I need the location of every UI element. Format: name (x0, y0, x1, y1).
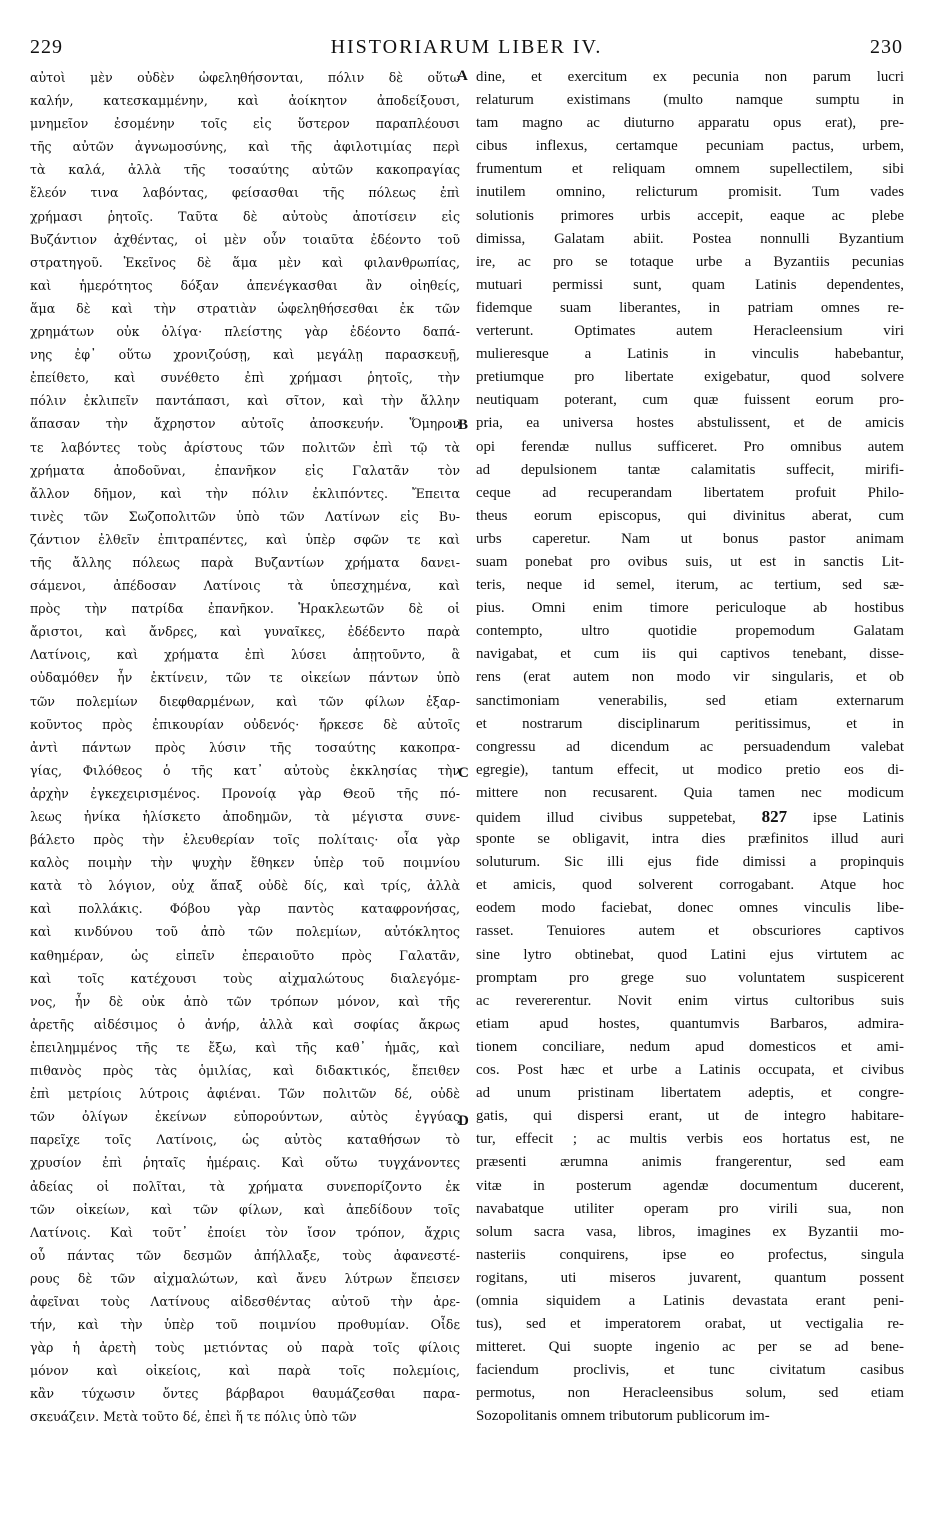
latin-text-line: opi ferendæ nullus sufficeret. Pro omnibus autem (476, 438, 904, 455)
latin-text-line: rogitans, uti miseros juvarent, quantum possent (476, 1269, 904, 1286)
greek-text-line: καὶ ἡμερότητος δόξαν ἀπενέγκασθαι ἂν οἰηθείς, (30, 277, 460, 293)
inline-page-reference: 827 (761, 807, 788, 826)
greek-text-line: στρατηγοῦ. Ἐκεῖνος δὲ ἅμα μὲν καὶ φιλανθρωπίας, (30, 254, 460, 270)
latin-text-line: dine, et exercitum ex pecunia non parum lucri (476, 69, 904, 85)
greek-text-line: κοῦντος πρὸς ἐπικουρίαν οὐδενός· ἤρκεσε δὲ αὐτοῖς (30, 716, 460, 732)
greek-text-line: καὶ πολλάκις. Φόβου γὰρ παντὸς καταφρονήσας, (30, 901, 460, 917)
section-marker-d: D (458, 1113, 469, 1129)
latin-text-line: pius. Omni enim timore periculoque ab hostibus (476, 600, 904, 617)
greek-text-line: μόνον καὶ οἰκείοις, καὶ παρὰ τοῖς πολεμίοις, (30, 1363, 460, 1379)
page-number-right: 230 (870, 36, 903, 58)
greek-text-line: χρημάτων οὐκ ὀλίγα· πλείστης γὰρ ἐδέοντο δαπά- (30, 324, 460, 340)
latin-text-line: nasteriis conquirens, ipse eo profectus, singula (476, 1246, 904, 1263)
latin-text-line: neutiquam poterant, cum quæ fuissent eorum pro- (476, 392, 904, 409)
greek-text-line: ἀρχὴν ἐγκεχειρισμένος. Προνοίᾳ γὰρ Θεοῦ τῆς πό- (30, 785, 460, 801)
latin-text-line: mulieresque a Latinis in vinculis habebantur, (476, 346, 904, 363)
greek-text-line: καὶ τοῖς κατέχουσι τοὺς αἰχμαλώτους διαλεγόμε- (30, 970, 460, 986)
latin-text-line: verterunt. Optimates autem Heracleensium viri (476, 323, 904, 340)
greek-text-line: ἀφεῖναι τοὺς Λατίνους αἰδεσθέντας αὐτοῦ τὴν ἀρε- (30, 1293, 460, 1309)
latin-text-line: solum sacra vasa, libros, imagines ex Byzantii mo- (476, 1223, 904, 1240)
latin-text-line: eodem modo faciebat, donec omnes vinculis libe- (476, 900, 904, 917)
greek-text-line: καθημέραν, ὡς εἰπεῖν ἐπεραιοῦτο πρὸς Γαλατᾶν, (30, 947, 460, 963)
latin-text-line: tur, effecit ; ac multis verbis eos hortatus est, ne (476, 1131, 904, 1148)
greek-text-line: ἄριστοι, καὶ ἄνδρες, καὶ γυναῖκες, ἐδέδεντο παρὰ (30, 624, 460, 640)
latin-text-line: congressu ad dicendum ac persuadendum valebat (476, 738, 904, 755)
latin-text-line: mittere non recusarent. Quia tamen nec modicum (476, 784, 904, 801)
latin-text-line: sponte se obligavit, intra dies præfinitos illud auri (476, 831, 904, 848)
latin-text-line: permotus, non Heracleensibus solum, sed etiam (476, 1385, 904, 1402)
latin-text-line: ad depulsionem tantæ calamitatis suffecit, mirifi- (476, 461, 904, 478)
greek-text-line: γὰρ ἡ ἀρετὴ τοὺς μετιόντας οὐ παρὰ τοῖς φίλοις (30, 1340, 460, 1356)
greek-text-line: βάλετο πρὸς τὴν ἐλευθερίαν τοῖς πολίταις· οἷα γὰρ (30, 832, 460, 848)
greek-text-line: τινὲς τῶν Σωζοπολιτῶν ὑπὸ τῶν Λατίνων εἰς Βυ- (30, 508, 460, 524)
greek-text-line: σκευάζειν. Μετὰ τοῦτο δέ, ἐπεὶ ἥ τε πόλις ὑπὸ τῶν (30, 1409, 357, 1425)
latin-text-line: fidemque suam liberantes, in patriam omnes re- (476, 299, 904, 316)
greek-text-line: σάμενοι, ἀπέδοσαν Λατίνοις τὰ ὑπεσχημένα, καὶ (30, 578, 460, 594)
latin-text-line: et amicis, quod solverent corrogabant. Atque hoc (476, 877, 904, 894)
greek-text-line: ἅπασαν τὴν ἄχρηστον αὐτοῖς ἀποσκευήν. Ὅμηρον (30, 416, 460, 432)
greek-text-line: χρήματα ἀποδοῦναι, ἐπανῆκον εἰς Γαλατᾶν τὸν (30, 462, 460, 478)
greek-text-line: τῶν ὀλίγων ἐκείνων εὐπορούντων, αὐτὸς ἐγγύας (30, 1109, 460, 1125)
latin-text-line: mutuari permissi sunt, quam Latinis dependentes, (476, 276, 904, 293)
latin-text-line: sanctimoniam venerabilis, sed etiam externarum (476, 692, 904, 709)
greek-text-line: ρους δὲ τῶν αἰχμαλώτων, καὶ ἄνευ λύτρων ἔπεισεν (30, 1270, 460, 1286)
greek-text-line: ἀντὶ πάντων πρὸς λύσιν τῆς τοσαύτης κακοπρα- (30, 739, 460, 755)
greek-text-line: πόλιν ἐκλιπεῖν παντάπασι, καὶ σῖτον, καὶ τὴν ἄλλην (30, 393, 460, 409)
latin-text-line: ac revererentur. Novit enim virtus cultoribus suis (476, 992, 904, 1009)
greek-text-line: Λατίνοις. Καὶ τοῦτ᾽ ἐποίει τὸν ἴσον τρόπον, ἄχρις (30, 1224, 460, 1240)
latin-text-line: Sozopolitanis omnem tributorum publicorum im- (476, 1408, 770, 1425)
latin-text-line: suam ponebat pro ovibus suis, ut est in sanctis Lit- (476, 553, 904, 570)
latin-text-line: vitæ in posterum agendæ documentum ducerent, (476, 1177, 904, 1194)
greek-text-line: Λατίνοις, καὶ χρήματα ἐπὶ λύσει ἀπῃτοῦντο, ἃ (30, 647, 460, 663)
greek-text-line: νης ἐφ᾽ οὕτω χρονιζούσῃ, καὶ μεγάλῃ παρασκευῇ, (30, 347, 460, 363)
greek-text-line: μνημεῖον ἐσομένην τοῖς εἰς ὕστερον παραπλέουσι (30, 116, 460, 132)
latin-text-line: urbs caperetur. Nam ut bonus pastor animam (476, 530, 904, 547)
greek-text-line: τῆς αὐτῶν ἀγνωμοσύνης, καὶ τῆς ἀφιλοτιμίας περὶ (30, 139, 460, 155)
section-marker-b: B (458, 417, 469, 433)
latin-text-line: cos. Post hæc et urbe a Latinis occupata, et civibus (476, 1062, 904, 1079)
latin-text-line: ire, ac pro se totaque urbe a Byzantiis pecunias (476, 253, 904, 270)
greek-text-line: κατὰ τὸ λόγιον, οὐχ ἅπαξ οὐδὲ δίς, καὶ τρίς, ἀλλὰ (30, 878, 460, 894)
greek-text-line: παρεῖχε τοῖς Λατίνοις, ὡς αὐτὸς καταθήσων τὸ (30, 1132, 460, 1148)
greek-text-line: οὐδαμόθεν ἦν ἐκτίνειν, τῶν τε οἰκείων πάντων ὑπὸ (30, 670, 460, 686)
latin-text-line: quidem illud civibus suppetebat, 827 ipse Latinis (476, 807, 904, 826)
latin-text-line: teris, neque id semel, iterum, ac tertium, sed sæ- (476, 577, 904, 594)
latin-text-line: theus eorum episcopus, qui divinitus aberat, cum (476, 507, 904, 524)
latin-text-line: pretiumque pro libertate exigebatur, quod solvere (476, 369, 904, 386)
greek-text-line: καλὸς ποιμὴν τὴν ψυχὴν ἔθηκεν ὑπὲρ τοῦ ποιμνίου (30, 855, 460, 871)
greek-text-line: πιθανὸς πρὸς τὰς ὁμιλίας, καὶ διδακτικός, ἔπειθεν (30, 1063, 460, 1079)
latin-text-line: cibus inflexus, certamque pecuniam pactus, urbem, (476, 138, 904, 155)
greek-text-line: οὗ πάντας τῶν δεσμῶν ἀπήλλαξε, τοὺς ἀφανεστέ- (30, 1247, 460, 1263)
greek-text-line: καὶ κινδύνου τοῦ ἀπὸ τῶν πολεμίων, αὐτόκλητος (30, 924, 460, 940)
running-title: HISTORIARUM LIBER IV. (330, 36, 603, 58)
latin-text-line: pria, ea universa hostes abstulissent, et de amicis (476, 415, 904, 432)
greek-text-line: καλήν, κατεσκαμμένην, καὶ ἀοίκητον ἀποδείξουσι, (30, 93, 460, 109)
greek-text-line: νος, ἦν δὲ οὐκ ἀπὸ τῶν τρόπων μόνον, καὶ τῆς (30, 993, 460, 1009)
greek-text-line: λεως ἡνίκα ἡλίσκετο ἀποδημῶν, τὰ μέγιστα συνε- (30, 809, 460, 824)
latin-text-line: etiam apud hostes, quantumvis Barbaros, admira- (476, 1015, 904, 1032)
latin-text-line: tam magno ac diuturno apparatu opus erat), pre- (476, 115, 904, 132)
greek-text-line: ἅμα δὲ καὶ τὴν στρατιὰν ὠφεληθήσεσθαι ἐκ τῶν (30, 300, 460, 316)
latin-text-line: solutionis primores urbis accepit, eaque ac plebe (476, 207, 904, 224)
greek-text-line: χρυσίον ἐπὶ ῥηταῖς ἡμέραις. Καὶ οὕτω τυγχάνοντες (30, 1155, 460, 1171)
latin-text-line: promptam pro grege suo voluntatem suspicerent (476, 969, 904, 986)
latin-text-column (476, 66, 904, 1429)
greek-text-line: ἐπὶ μετρίοις λύτροις ἀφιέναι. Τῶν πολιτῶν δέ, οὐδὲ (30, 1086, 460, 1102)
greek-text-line: κἂν τύχωσιν ὄντες βάρβαροι θαυμάζεσθαι παρα- (30, 1386, 460, 1402)
latin-text-line: inutilem omnino, relicturum promisit. Tum vades (476, 184, 904, 201)
latin-text-line: (omnia siquidem a Latinis devastata erant peni- (476, 1292, 904, 1309)
greek-text-line: αὐτοὶ μὲν οὐδὲν ὠφεληθήσονται, πόλιν δὲ οὕτω (30, 70, 460, 85)
greek-text-line: ζάντιον ἐλθεῖν ἐπιτραπέντες, καὶ ὑπὲρ σφῶν τε καὶ (30, 531, 460, 547)
greek-text-line: Βυζάντιον ἀχθέντας, οἱ μὲν οὖν τοιαῦτα ἐδέοντο τοῦ (30, 231, 460, 247)
latin-text-line: rens (erat autem non modo vir singularis, et ob (476, 669, 904, 686)
latin-text-line: tus), sed et imperatorem orabat, ut vectigalia re- (476, 1316, 904, 1333)
latin-text-line: relaturum existimans (multo namque sumptu in (476, 92, 904, 109)
latin-text-line: ad unum pristinam libertatem adeptis, et congre- (476, 1085, 904, 1102)
greek-text-line: τῆς ἄλλης πόλεως παρὰ Βυζαντίων χρήματα δανει- (30, 554, 460, 570)
greek-text-line: πρὸς τὴν πατρίδα ἐπανῆκον. Ἡρακλεωτῶν δὲ οἱ (30, 601, 460, 617)
greek-text-line: γίας, Φιλόθεος ὁ τῆς κατ᾽ αὐτοὺς ἐκκλησίας τὴν (30, 762, 460, 778)
greek-text-column (30, 66, 460, 1429)
latin-text-line: frumentum et reliquam omnem supellectilem, sibi (476, 161, 904, 178)
greek-text-line: ἔλεόν τινα λαβόντας, φείσασθαι τῆς πόλεως ἐπὶ (30, 185, 460, 201)
section-marker-a: A (457, 68, 468, 84)
greek-text-line: ἐπειλημμένος τῆς τε ἔξω, καὶ τῆς καθ᾽ ἡμᾶς, καὶ (30, 1039, 460, 1055)
greek-text-line: ἄλλον δῆμον, καὶ τὴν πόλιν ἐκλιπόντες. Ἔπειτα (30, 485, 460, 501)
greek-text-line: ἀρετῆς αἰδέσιμος ὁ ἀνήρ, ἀλλὰ καὶ σοφίας ἄκρως (30, 1016, 460, 1032)
greek-text-line: τε λαβόντες τοὺς ἀρίστους τῶν πολιτῶν ἐπὶ τῷ τὰ (30, 439, 460, 455)
latin-text-line: præsenti ærumna animis frangerentur, sed eam (476, 1154, 904, 1171)
latin-text-line: navabatque utiliter operam pro virili sua, non (476, 1200, 904, 1217)
latin-text-line: contempto, ultro quotidie propemodum Galatam (476, 623, 904, 640)
greek-text-line: τῶν οἰκείων, καὶ τῶν φίλων, καὶ ἀπεδίδουν τοῖς (30, 1201, 460, 1217)
section-marker-c: C (458, 765, 469, 781)
greek-text-line: χρήμασι ῥητοῖς. Ταῦτα δὲ αὐτοὺς ἀποτίσειν εἰς (30, 208, 460, 224)
greek-text-line: τὰ καλά, ἀλλὰ τῆς τοσαύτης αὐτῶν κακοπραγίας (30, 162, 460, 178)
latin-text-line: mitteret. Qui suopte ingenio ac per se ad bene- (476, 1339, 904, 1356)
latin-text-line: egregie), tantum effecit, ut modico pretio eos di- (476, 761, 904, 778)
greek-text-line: τήν, καὶ τὴν ὑπὲρ τοῦ ποιμνίου προθυμίαν. Οἶδε (30, 1317, 460, 1333)
latin-text-line: et nostrarum disciplinarum peritissimus, et in (476, 715, 904, 732)
greek-text-line: τῶν πολεμίων διεφθαρμένων, καὶ τῶν φίλων ἐξαρ- (30, 693, 460, 709)
latin-text-line: soluturum. Sic illi ejus fide dimissi a propinquis (476, 854, 904, 871)
latin-text-line: tionem conciliare, nedum apud domesticos et ami- (476, 1038, 904, 1055)
greek-text-line: ἐπείθετο, καὶ συνέθετο ἐπὶ χρήμασι ῥητοῖς, τὴν (30, 370, 460, 386)
page-number-left: 229 (30, 36, 63, 58)
latin-text-line: navigabat, et cum iis qui captivos tenebant, disse- (476, 646, 904, 663)
latin-text-line: faciendum proclivis, et tunc civitatum casibus (476, 1362, 904, 1379)
page-header (30, 36, 903, 62)
greek-text-line: ἀδείας οἱ πολῖται, τὰ χρήματα συνεπορίζοντο ἐκ (30, 1178, 460, 1194)
latin-text-line: ceque ad recuperandam libertatem profuit Philo- (476, 484, 904, 501)
latin-text-line: gatis, qui dispersi erant, ut de integro habitare- (476, 1108, 904, 1125)
latin-text-line: dimissa, Galatam abiit. Postea nonnulli Byzantium (476, 230, 904, 247)
latin-text-line: sine lytro obtinebat, quod Latini ejus virtutem ac (476, 946, 904, 963)
latin-text-line: rasset. Tenuiores autem et obscuriores captivos (476, 923, 904, 940)
